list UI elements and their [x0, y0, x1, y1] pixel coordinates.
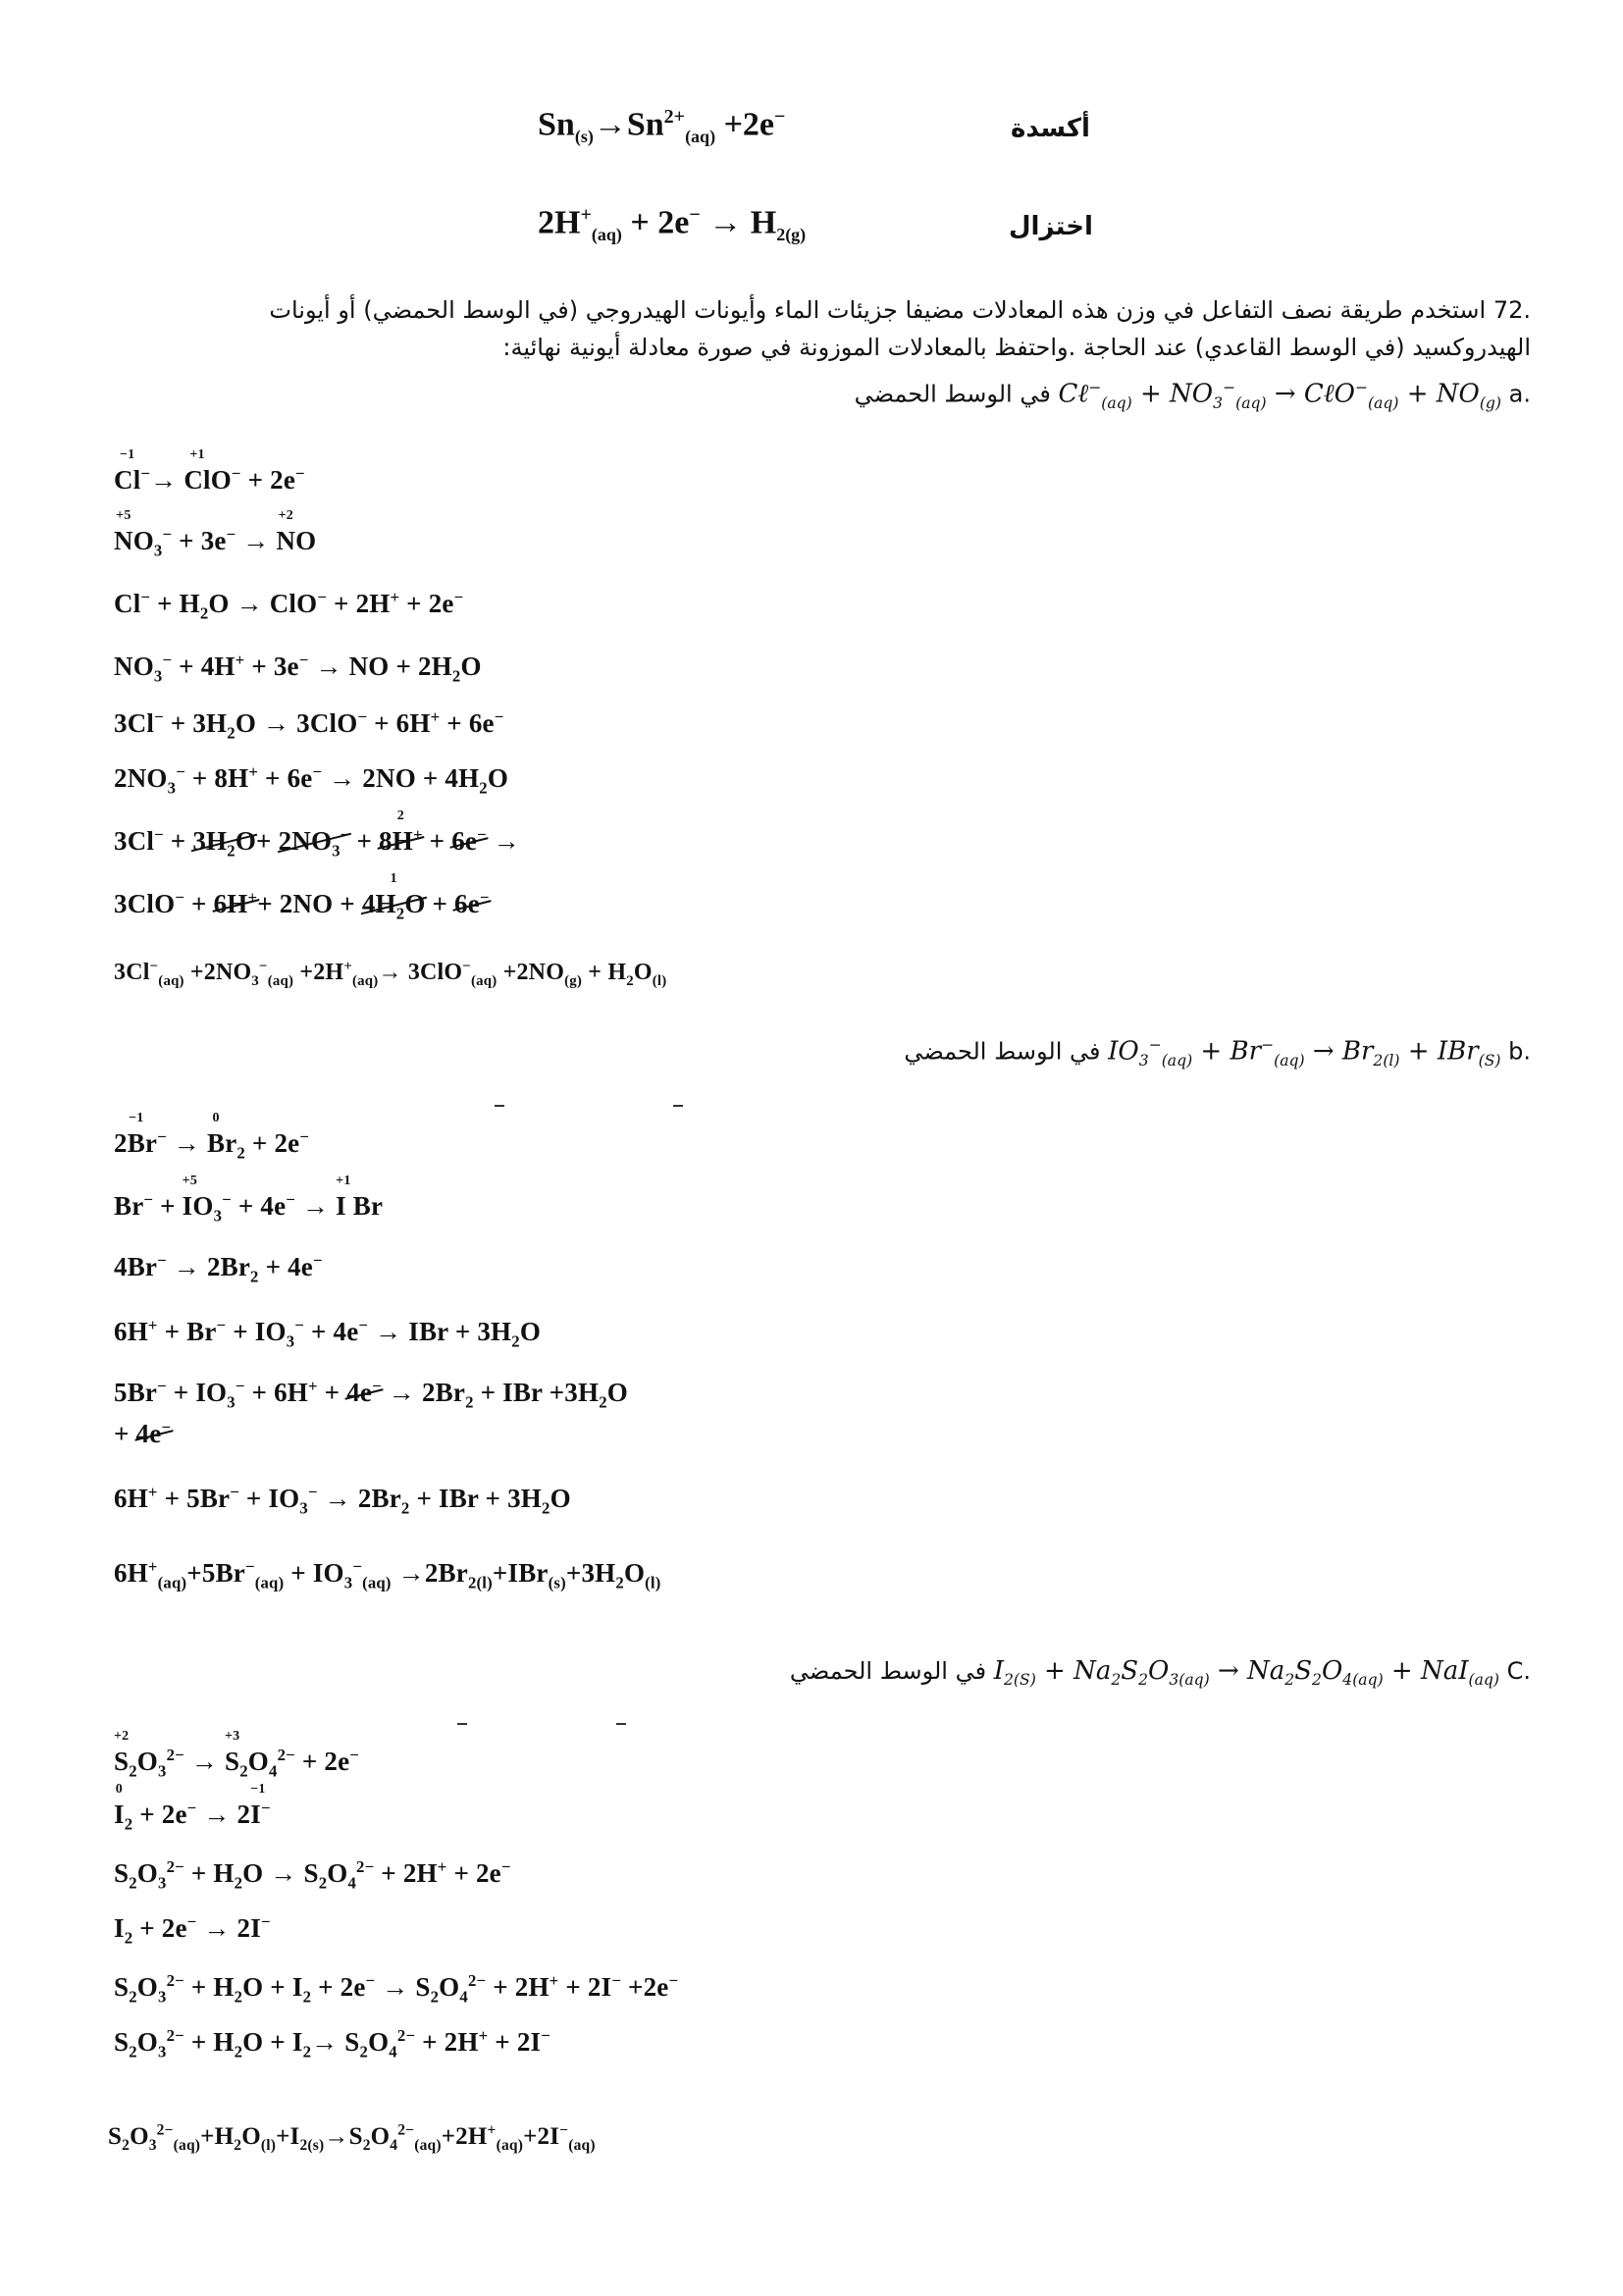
part-b-heading: [904, 1036, 1531, 1070]
oxidation-equation: $Sn_{(s)}\to Sn^{2+}_{(aq)} +2e^-$: [538, 106, 786, 147]
stray-mark: [495, 1105, 504, 1107]
reduction-label: اختزال: [1009, 212, 1093, 241]
c-eq5: $S_2O_3^{2-} + H_2O + I_2 + 2e^- \to S_2O_4^{2-} + 2H^+ + 2I^- +2e^-$: [114, 1971, 679, 2007]
b-eq4: $6H^+ + Br^- + IO_3^- + 4e^-$ → IBr + $3H_2O$: [114, 1316, 542, 1351]
c-eq3: $S_2O_3^{2-} + H_2O \to S_2O_4^{2-} + 2H^+ + 2e^-$: [114, 1857, 511, 1893]
part-a-equation: Cℓ−$_{(aq)}$ + $NO_3^-_{(aq)}$ → CℓO−$_{(aq)}$ + $NO_{(g)}$: [1058, 379, 1501, 412]
a-eq5: $3Cl^- + 3H_2O \to 3ClO^- + 6H^+ + 6e^-$: [114, 707, 504, 743]
c-eq4: $I_2 + 2e^- \to 2I^-$: [114, 1912, 271, 1948]
part-a-medium: في الوسط الحمضي: [854, 380, 1051, 408]
a-eq3: $Cl^- + H_2O \to ClO^- + 2H^+ + 2e^-$: [114, 588, 464, 623]
a-eq7: $3Cl^- + 3H_2O+ 2NO_3^-$ + 2 8H+ + 6e− →: [114, 809, 520, 861]
b-eq6: $6H^+ + 5Br^- + IO_3^- \to 2Br_2$ + IBr + $3H_2O$: [114, 1483, 571, 1518]
question-number: .72: [1492, 296, 1531, 324]
c-eq1: +2 $S_2O_3^{2-}$ → +3 $S_2O_4^{2-} + 2e^-$: [114, 1729, 360, 1781]
c-eq6: $S_2O_3^{2-} + H_2O + I_2\to S_2O_4^{2-} + 2H^+ + 2I^-$: [114, 2026, 550, 2061]
a-eq2: +5 $NO_3^- + 3e^-$ → +2 NO: [114, 508, 317, 560]
part-c-medium: في الوسط الحمضي: [789, 1657, 987, 1685]
c-eq2: 0 $I_2 + 2e^- \to 2$ −1 I−: [114, 1782, 271, 1834]
stray-mark: [457, 1723, 467, 1725]
part-a-heading: [855, 379, 1531, 412]
b-eq2: Br− + +5 $IO_3^- + 4e^-$ → +1 I Br: [114, 1174, 384, 1226]
a-eq6: $2NO_3^- + 8H^+ + 6e^- \to 2NO + 4H_2O$: [114, 762, 509, 798]
part-b-equation: $IO_3^-_{(aq)} + Br^-_{(aq)} \to Br_{2(l)} + IBr_{(S)}$: [1108, 1036, 1501, 1070]
a-eq8: 3ClO− + 6H++ 2NO + 1 $4H_2O + 6e^-$: [114, 871, 490, 923]
b-final: $6H^+_{(aq)}+5Br^-_{(aq)} + IO_3^-_{(aq)} \to 2Br_{2(l)}+IBr_{(s)}+3H_2O_{(l)}$: [114, 1557, 661, 1592]
part-c-letter: .C: [1506, 1657, 1531, 1685]
question-line1: .72 استخدم طريقة نصف التفاعل في وزن هذه المعادلات مضيفا جزيئات الماء وأيونات الهيدروجي (في الوسط الحمضي) أو أيونات: [269, 296, 1531, 324]
reduction-equation: $2H^+_{(aq)} + 2e^- \to H_{2(g)}$: [538, 204, 807, 245]
question-line2: الهيدروكسيد (في الوسط القاعدي) عند الحاجة .واحتفظ بالمعادلات الموزونة في صورة معادلة أيونية نهائية:: [502, 334, 1531, 361]
part-b-letter: .b: [1508, 1037, 1531, 1066]
part-b-medium: في الوسط الحمضي: [904, 1037, 1101, 1066]
c-final: $S_2O_3^{2-}_{(aq)}+H_2O_{(l)}+I_{2(s)}\to S_2O_4^{2-}_{(aq)}+2H^+_{(aq)}+2I^-_{(aq)}$: [108, 2121, 596, 2154]
b-eq1: 2 −1 Br− → 0 $Br_2 + 2e^-$: [114, 1111, 310, 1163]
a-eq4: $NO_3^- + 4H^+ + 3e^-$ → NO + $2H_2O$: [114, 651, 482, 686]
stray-mark: [673, 1105, 683, 1107]
part-a-letter: .a: [1508, 380, 1531, 408]
a-eq1: −1 Cl−→ +1 ClO− + 2e−: [114, 447, 305, 495]
b-eq5-cont: + 4e−: [114, 1418, 172, 1448]
b-eq5: $5Br^- + IO_3^- + 6H^+ + 4e^- \to 2Br_2$ + IBr $+3H_2O$: [114, 1377, 628, 1412]
oxidation-label: أكسدة: [1011, 114, 1090, 143]
stray-mark: [616, 1723, 626, 1725]
part-c-equation: $I_{2(S)} + Na_2S_2O_{3(aq)} \to Na_2S_2O_{4(aq)} + NaI_{(aq)}$: [993, 1656, 1499, 1690]
a-final: $3Cl^-_{(aq)} +2NO_3^-_{(aq)} +2H^+_{(aq)}\to 3ClO^-_{(aq)} +2NO_{(g)} + H_2O_{(l)}$: [114, 959, 667, 989]
part-c-heading: [790, 1656, 1531, 1689]
b-eq3: $4Br^- \to 2Br_2 + 4e^-$: [114, 1251, 323, 1286]
